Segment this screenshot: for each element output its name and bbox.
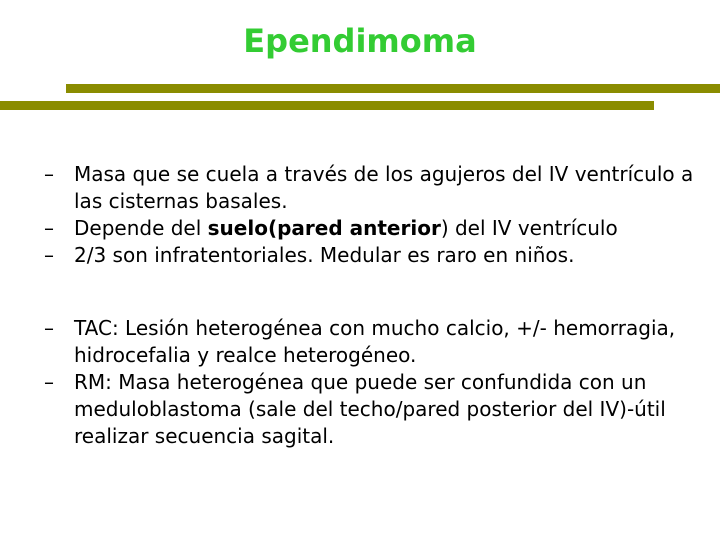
bullet-list-1 xyxy=(44,161,704,269)
slide-title: Ependimoma xyxy=(243,22,477,60)
bullet-dash: – xyxy=(44,162,54,186)
bullet-text-prefix: Depende del xyxy=(74,216,208,240)
bullet-dash: – xyxy=(44,243,54,267)
bullet-item xyxy=(44,315,704,369)
decorative-bar-top xyxy=(66,84,720,93)
bullet-text: RM: Masa heterogénea que puede ser confundida con un meduloblastoma (sale del techo/pared posterior del IV)-útil realizar secuencia sagital. xyxy=(74,370,666,448)
bullet-text: Masa que se cuela a través de los agujeros del IV ventrículo a las cisternas basales. xyxy=(74,162,694,213)
bullet-text-bold: suelo(pared anterior xyxy=(207,216,441,240)
bullet-text-suffix: ) del IV ventrículo xyxy=(440,216,618,240)
bullet-list-2 xyxy=(44,315,704,450)
bullet-item xyxy=(44,242,704,269)
bullet-dash: – xyxy=(44,316,54,340)
bullet-item xyxy=(44,215,704,242)
bullet-dash: – xyxy=(44,370,54,394)
bullet-text: TAC: Lesión heterogénea con mucho calcio, +/- hemorragia, hidrocefalia y realce heterogéneo. xyxy=(74,316,676,367)
decorative-bar-bottom xyxy=(0,101,654,110)
bullet-dash: – xyxy=(44,216,54,240)
bullet-text: 2/3 son infratentoriales. Medular es raro en niños. xyxy=(74,243,575,267)
bullet-item xyxy=(44,369,704,450)
bullet-item xyxy=(44,161,704,215)
